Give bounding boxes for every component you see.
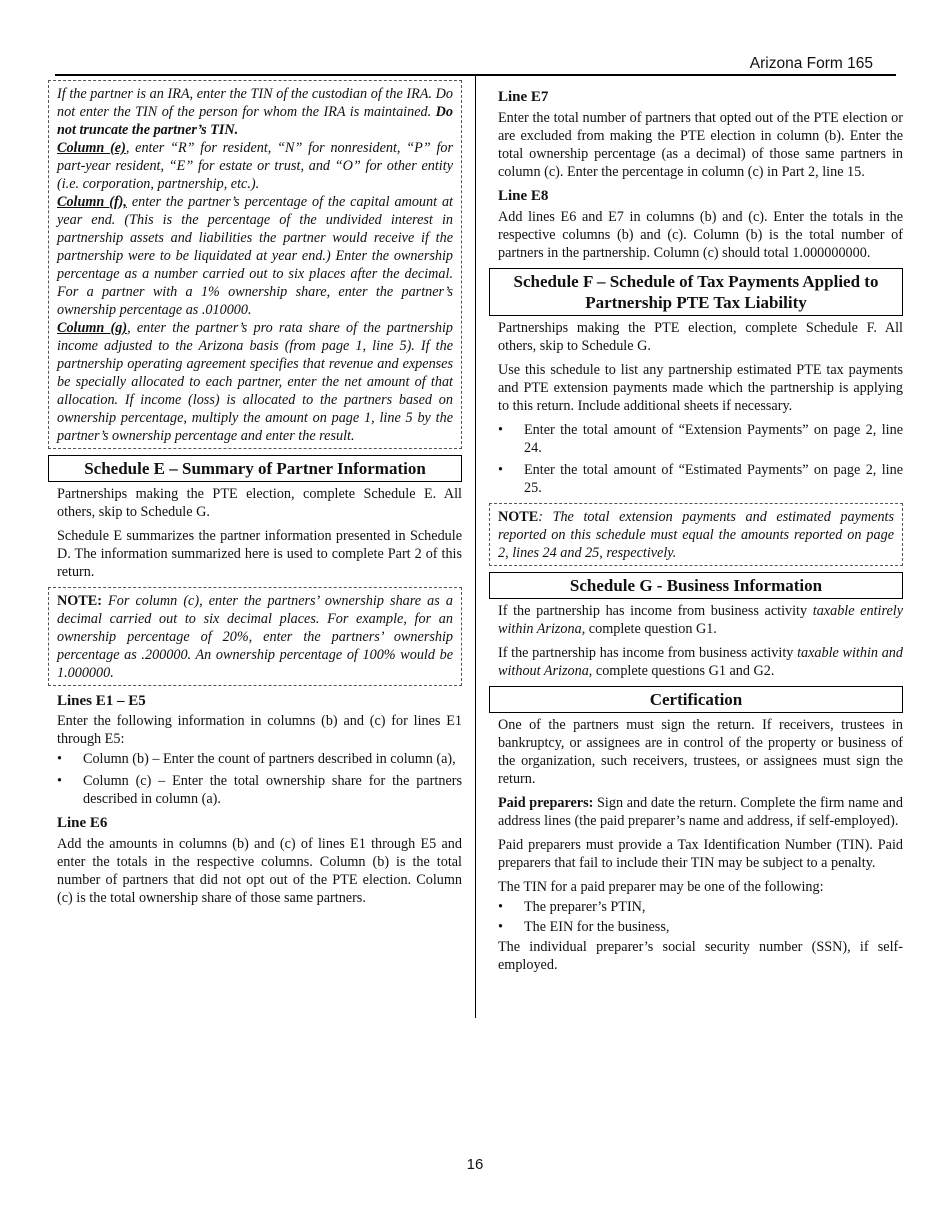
- list-item: • Enter the total amount of “Extension Payments” on page 2, line 24.: [524, 421, 903, 457]
- lines-e1-e5-heading: Lines E1 – E5: [57, 693, 146, 709]
- ira-paragraph: If the partner is an IRA, enter the TIN of the custodian of the IRA. Do not enter the TIN of the person for whom the IRA is maintained. Do not truncate the partner’s TIN.: [57, 86, 454, 138]
- tin-requirement-paragraph: Paid preparers must provide a Tax Identification Number (TIN). Paid preparers that fail to include their TIN may be subject to a penalty.: [498, 837, 903, 871]
- line-e7-paragraph: Enter the total number of partners that opted out of the PTE election or are excluded from making the PTE election in column (b). Enter the total ownership percentage (as a decimal) of those same partners in column (c). Enter the percentage in column (c) in Part 2, line 15.: [498, 110, 903, 180]
- schedule-f-note: NOTE: The total extension payments and estimated payments reported on this schedule must equal the amounts reported on page 2, lines 24 and 25, respectively.: [489, 503, 903, 566]
- certification-paragraph-1: One of the partners must sign the return. If receivers, trustees in bankruptcy, or assignees are in control of the property or business of the organization, such receivers, trustees, or assignees must sign the return.: [498, 717, 903, 787]
- tin-options-list: [489, 898, 903, 936]
- page-number: 16: [466, 1156, 484, 1173]
- column-e-paragraph: Column (e), enter “R” for resident, “N” for nonresident, “P” for part-year resident, “E” for estate or trust, and “O” for other entity (i.e. corporation, partnership, etc.).: [57, 140, 454, 192]
- form-title: Arizona Form 165: [749, 55, 873, 72]
- tin-options-paragraph: The TIN for a paid preparer may be one of the following:: [498, 879, 824, 895]
- lines-e1-e5-list: [48, 750, 462, 808]
- schedule-e-paragraph-2: Schedule E summarizes the partner information presented in Schedule D. The information summarized here is used to complete Part 2 of this return.: [57, 528, 462, 580]
- paid-preparers-paragraph: Paid preparers: Sign and date the return. Complete the firm name and address lines (the paid preparer’s name and address, if self-employed).: [498, 795, 903, 829]
- certification-heading: Certification: [489, 686, 903, 713]
- schedule-g-heading: Schedule G - Business Information: [489, 572, 903, 599]
- line-e7-heading: Line E7: [498, 89, 549, 105]
- schedule-e-note: NOTE: For column (c), enter the partners’ ownership share as a decimal carried out to six decimal places. For example, for an ownership percentage of 20%, enter the partners’ ownership percentage as .200000. An ownership percentage of 100% would be 1.000000.: [48, 587, 462, 686]
- line-e6-heading: Line E6: [57, 815, 108, 831]
- line-e6-paragraph: Add the amounts in columns (b) and (c) of lines E1 through E5 and enter the totals in the respective columns. Column (b) is the total number of partners that did not opt out of the PTE election. Column (c) is the total ownership share of those same partners.: [57, 836, 462, 906]
- schedule-e-paragraph-1: Partnerships making the PTE election, complete Schedule E. All others, skip to Schedule G.: [57, 486, 462, 520]
- lines-e1-e5-paragraph: Enter the following information in columns (b) and (c) for lines E1 through E5:: [57, 713, 462, 747]
- schedule-f-paragraph-1: Partnerships making the PTE election, complete Schedule F. All others, skip to Schedule G.: [498, 320, 903, 354]
- list-item: • The EIN for the business,: [524, 918, 903, 936]
- ssn-paragraph: The individual preparer’s social security number (SSN), if self-employed.: [498, 939, 903, 973]
- schedule-g-paragraph-2: If the partnership has income from business activity taxable within and without Arizona, complete questions G1 and G2.: [498, 645, 903, 679]
- list-item: • Enter the total amount of “Estimated Payments” on page 2, line 25.: [524, 461, 903, 497]
- schedule-f-paragraph-2: Use this schedule to list any partnership estimated PTE tax payments and PTE extension payments made which the partnership is applying to this return. Include additional sheets if necessary.: [498, 362, 903, 414]
- list-item: • Column (b) – Enter the count of partners described in column (a),: [83, 750, 462, 768]
- list-item: • Column (c) – Enter the total ownership share for the partners described in column (a).: [83, 772, 462, 808]
- column-divider: [475, 76, 476, 1018]
- line-e8-paragraph: Add lines E6 and E7 in columns (b) and (c). Enter the totals in the respective columns (b) and (c). Column (b) is the total number of partners in the partnership. Column (c) should total 1.000000000.: [498, 209, 903, 261]
- right-column: [489, 80, 903, 974]
- column-g-paragraph: Column (g), enter the partner’s pro rata share of the partnership income adjusted to the Arizona basis (from page 1, line 5). If the partnership operating agreement specifies that revenue and expenses be specially allocated to each partner, enter the net amount of that allocation. If income (loss) is allocated to the partners based on ownership percentage, multiply the amount on page 1, line 5 by the partner’s ownership percentage and enter the result.: [57, 320, 453, 444]
- line-e8-heading: Line E8: [498, 188, 549, 204]
- schedule-f-heading: Schedule F – Schedule of Tax Payments Applied to Partnership PTE Tax Liability: [489, 268, 903, 316]
- schedule-e-heading: Schedule E – Summary of Partner Information: [48, 455, 462, 482]
- list-item: • The preparer’s PTIN,: [524, 898, 903, 916]
- left-column: [48, 80, 462, 913]
- column-instructions-box: [48, 80, 462, 449]
- column-f-paragraph: Column (f), enter the partner’s percentage of the capital amount at year end. (This is the percentage of the undivided interest in partnership assets and liabilities the partner would receive if the partnership were to be liquidated at year end.) Enter the ownership percentage as a number carried out to six places after the decimal. For a partner with a 1% ownership share, enter the partner’s ownership percentage as .010000.: [57, 194, 453, 318]
- schedule-g-paragraph-1: If the partnership has income from business activity taxable entirely within Arizona, complete question G1.: [498, 603, 903, 637]
- schedule-f-list: [489, 421, 903, 497]
